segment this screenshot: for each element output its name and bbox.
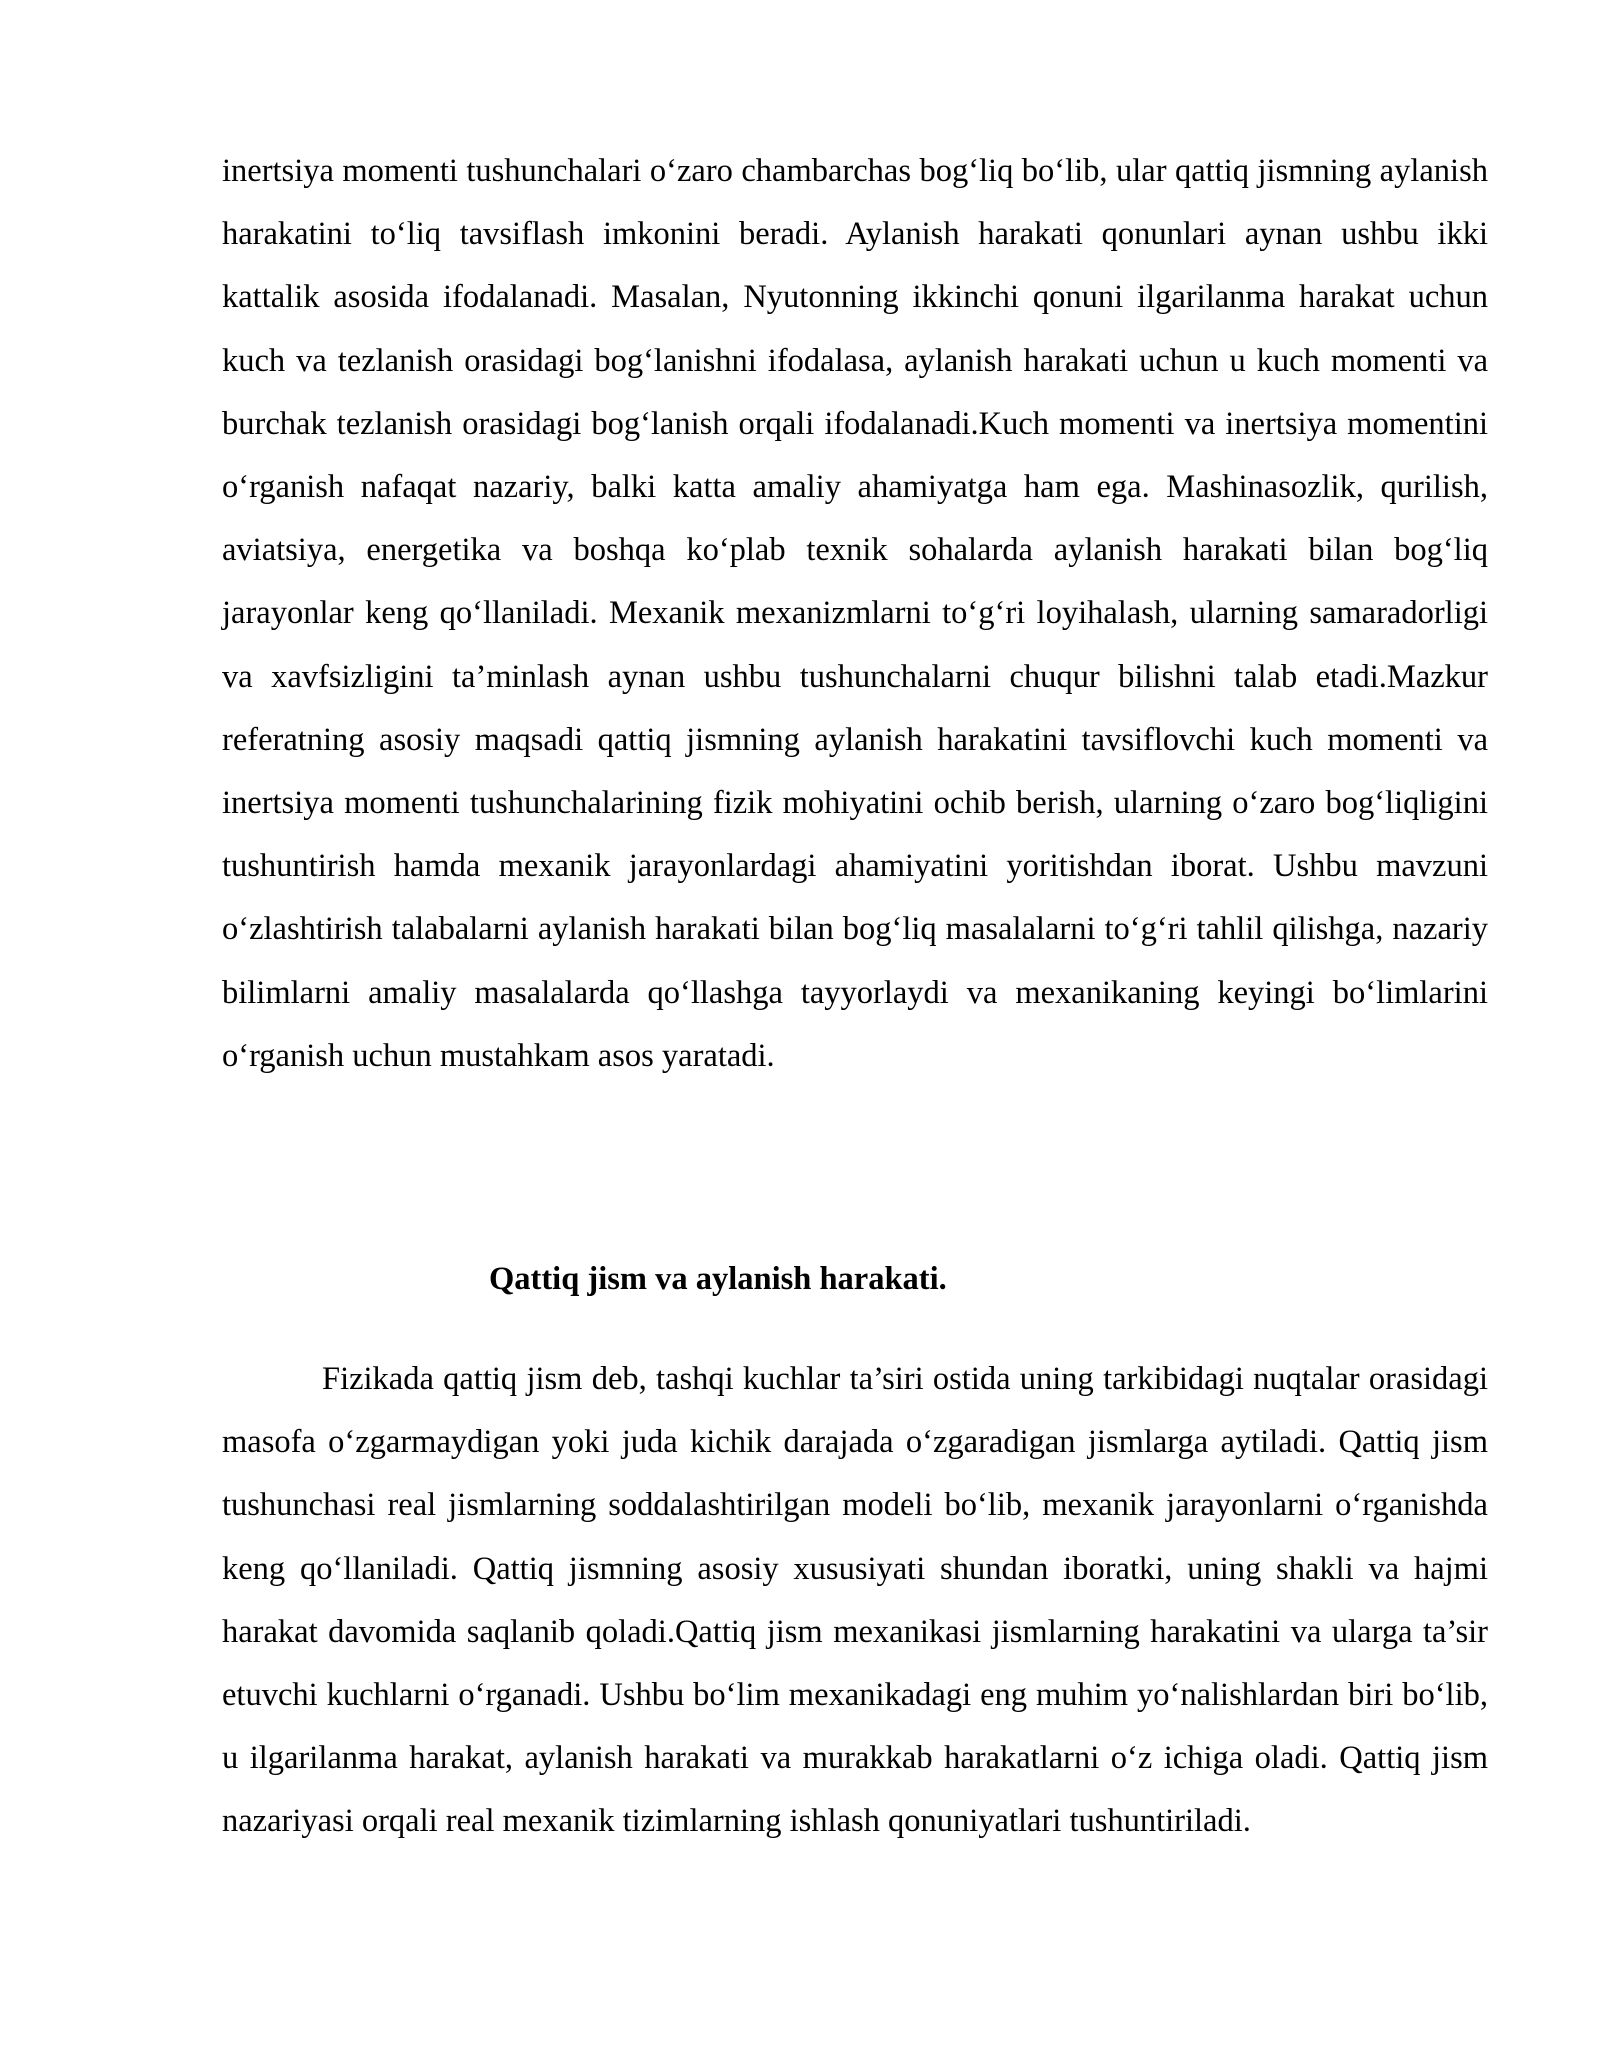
body-paragraph-rigid-body: Fizikada qattiq jism deb, tashqi kuchlar ta’siri ostida uning tarkibidagi nuqtalar orasidagi masofa o‘zgarmaydigan yoki juda kichik darajada o‘zgaradigan jismlarga aytiladi. Qattiq jism tushunchasi real jismlarning soddalashtirilgan modeli bo‘lib, mexanik jarayonlarni o‘rganishda keng qo‘llaniladi. Qattiq jismning asosiy xususiyati shundan iboratki, uning shakli va hajmi harakat davomida saqlanib qoladi.Qattiq jism mexanikasi jismlarning harakatini va ularga ta’sir etuvchi kuchlarni o‘rganadi. Ushbu bo‘lim mexanikadagi eng muhim yo‘nalishlardan biri bo‘lib, u ilgarilanma harakat, aylanish harakati va murakkab harakatlarni o‘z ichiga oladi. Qattiq jism nazariyasi orqali real mexanik tizimlarning ishlash qonuniyatlari tushuntiriladi. [222,1361,1488,1840]
section-heading-text: Qattiq jism va aylanish harakati. [489,1261,947,1297]
body-paragraph-intro: inertsiya momenti tushunchalari o‘zaro chambarchas bog‘liq bo‘lib, ular qattiq jismning aylanish harakatini to‘liq tavsiflash imkonini beradi. Aylanish harakati qonunlari aynan ushbu ikki kattalik asosida ifodalanadi. Masalan, Nyutonning ikkinchi qonuni ilgarilanma harakat uchun kuch va tezlanish orasidagi bog‘lanishni ifodalasa, aylanish harakati uchun u kuch momenti va burchak tezlanish orasidagi bog‘lanish orqali ifodalanadi.Kuch momenti va inertsiya momentini o‘rganish nafaqat nazariy, balki katta amaliy ahamiyatga ham ega. Mashinasozlik, qurilish, aviatsiya, energetika va boshqa ko‘plab texnik sohalarda aylanish harakati bilan bog‘liq jarayonlar keng qo‘llaniladi. Mexanik mexanizmlarni to‘g‘ri loyihalash, ularning samaradorligi va xavfsizligini ta’minlash aynan ushbu tushunchalarni chuqur bilishni talab etadi.Mazkur referatning asosiy maqsadi qattiq jismning aylanish harakatini tavsiflovchi kuch momenti va inertsiya momenti tushunchalarining fizik mohiyatini ochib berish, ularning o‘zaro bog‘liqligini tushuntirish hamda mexanik jarayonlardagi ahamiyatini yoritishdan iborat. Ushbu mavzuni o‘zlashtirish talabalarni aylanish harakati bilan bog‘liq masalalarni to‘g‘ri tahlil qilishga, nazariy bilimlarni amaliy masalalarda qo‘llashga tayyorlaydi va mexanikaning keyingi bo‘limlarini o‘rganish uchun mustahkam asos yaratadi. [222,153,1488,1074]
